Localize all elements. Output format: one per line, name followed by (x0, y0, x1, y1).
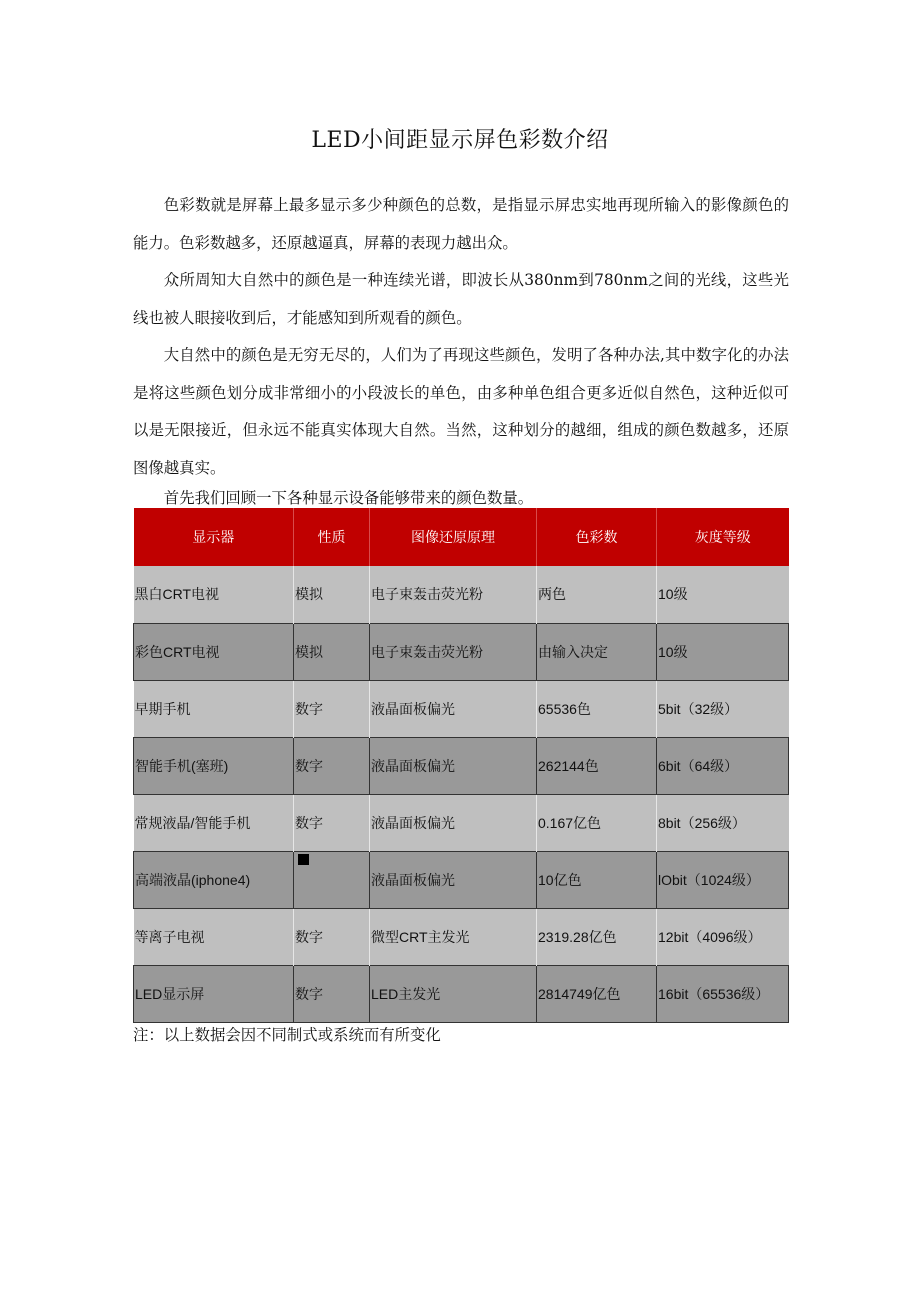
cell-principle: 电子束轰击荧光粉 (370, 566, 537, 623)
cell-color-count: 10亿色 (537, 851, 657, 908)
cell-grayscale: 6bit（64级） (657, 737, 789, 794)
cell-display: 彩色CRT电视 (134, 623, 294, 680)
cell-grayscale: 10级 (657, 623, 789, 680)
cell-color-count: 65536色 (537, 680, 657, 737)
cell-type (294, 851, 370, 908)
table-row (134, 851, 789, 908)
cell-type: 模拟 (294, 623, 370, 680)
cell-type: 数字 (294, 908, 370, 965)
cell-display: 早期手机 (134, 680, 294, 737)
cell-grayscale: lObit（1024级） (657, 851, 789, 908)
cell-grayscale: 12bit（4096级） (657, 908, 789, 965)
table-row (134, 566, 789, 623)
cell-grayscale: 10级 (657, 566, 789, 623)
paragraph-color-count-definition: 色彩数就是屏幕上最多显示多少种颜色的总数，是指显示屏忠实地再现所输入的影像颜色的能力。色彩数越多，还原越逼真，屏幕的表现力越出众。 (133, 196, 789, 252)
cell-principle: LED主发光 (370, 965, 537, 1022)
header-type: 性质 (294, 508, 370, 566)
page-title: LED小间距显示屏色彩数介绍 (311, 128, 609, 153)
cell-principle: 微型CRT主发光 (370, 908, 537, 965)
table-row (134, 908, 789, 965)
display-comparison-table (133, 508, 789, 1023)
table-row (134, 623, 789, 680)
paragraph-table-intro: 首先我们回顾一下各种显示设备能够带来的颜色数量。 (163, 489, 534, 507)
table-row (134, 680, 789, 737)
paragraph-digitization: 大自然中的颜色是无穷无尽的，人们为了再现这些颜色，发明了各种办法,其中数字化的办法是将这些颜色划分成非常细小的小段波长的单色，由多种单色组合更多近似自然色，这种近似可以是无限接近，但永远不能真实体现大自然。当然，这种划分的越细，组成的颜色数越多，还原图像越真实。 (133, 346, 789, 477)
header-grayscale: 灰度等级 (657, 508, 789, 566)
cell-color-count: 0.167亿色 (537, 794, 657, 851)
cell-grayscale: 5bit（32级） (657, 680, 789, 737)
cell-color-count: 262144色 (537, 737, 657, 794)
cell-principle: 液晶面板偏光 (370, 680, 537, 737)
cell-display: 高端液晶(iphone4) (134, 851, 294, 908)
table-row (134, 737, 789, 794)
cell-type: 数字 (294, 680, 370, 737)
cell-color-count: 2814749亿色 (537, 965, 657, 1022)
cell-display: LED显示屏 (134, 965, 294, 1022)
cell-principle: 液晶面板偏光 (370, 851, 537, 908)
header-principle: 图像还原原理 (370, 508, 537, 566)
table-footnote: 注：以上数据会因不同制式或系统而有所变化 (133, 1026, 441, 1044)
cell-color-count: 2319.28亿色 (537, 908, 657, 965)
cell-type: 数字 (294, 737, 370, 794)
cell-display: 智能手机(塞班) (134, 737, 294, 794)
cell-grayscale: 8bit（256级） (657, 794, 789, 851)
paragraph-spectrum: 众所周知大自然中的颜色是一种连续光谱，即波长从380nm到780nm之间的光线，这些光线也被人眼接收到后，才能感知到所观看的颜色。 (133, 271, 789, 327)
cell-color-count: 两色 (537, 566, 657, 623)
cell-display: 黑白CRT电视 (134, 566, 294, 623)
cell-type: 数字 (294, 794, 370, 851)
cell-principle: 液晶面板偏光 (370, 794, 537, 851)
cell-type: 模拟 (294, 566, 370, 623)
cell-color-count: 由输入决定 (537, 623, 657, 680)
table-row (134, 794, 789, 851)
cell-type: 数字 (294, 965, 370, 1022)
cell-display: 等离子电视 (134, 908, 294, 965)
cell-principle: 电子束轰击荧光粉 (370, 623, 537, 680)
table-row (134, 965, 789, 1022)
cell-display: 常规液晶/智能手机 (134, 794, 294, 851)
header-display: 显示器 (134, 508, 294, 566)
header-color-count: 色彩数 (537, 508, 657, 566)
black-square-mark (298, 854, 309, 865)
cell-principle: 液晶面板偏光 (370, 737, 537, 794)
cell-grayscale: 16bit（65536级） (657, 965, 789, 1022)
table-header-row (134, 508, 789, 566)
